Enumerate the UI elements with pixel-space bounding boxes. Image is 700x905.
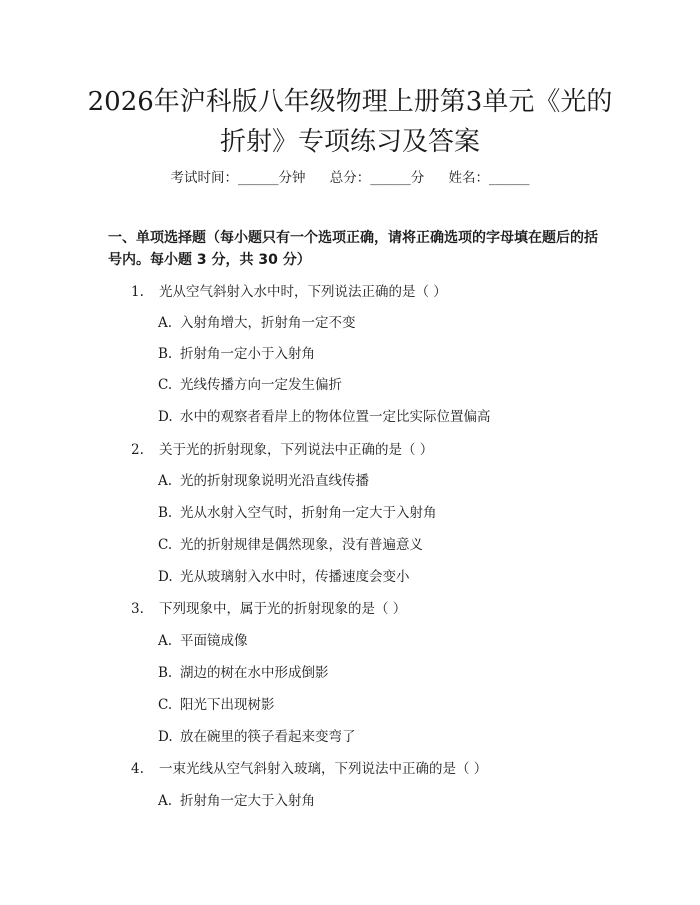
question-number: 2.	[131, 442, 144, 458]
option-text: 光线传播方向一定发生偏折	[180, 377, 342, 393]
option-letter: C.	[158, 537, 173, 553]
name-field: 姓名：______	[448, 170, 530, 186]
option-text: 阳光下出现树影	[180, 697, 275, 713]
question-stem: 光从空气斜射入水中时，下列说法正确的是（ ）	[159, 284, 447, 300]
option-letter: B.	[158, 346, 173, 362]
option-text: 入射角增大，折射角一定不变	[180, 315, 356, 331]
question-3-option-d	[158, 728, 356, 746]
option-letter: B.	[158, 505, 173, 521]
question-stem: 一束光线从空气斜射入玻璃，下列说法中正确的是（ ）	[159, 761, 488, 777]
exam-info-line	[0, 169, 700, 187]
question-1-option-b	[158, 345, 315, 363]
option-text: 湖边的树在水中形成倒影	[180, 665, 329, 681]
option-letter: A.	[158, 633, 173, 649]
option-letter: A.	[158, 473, 173, 489]
question-3-option-a	[158, 632, 248, 650]
section-heading-single-choice: 一、单项选择题（每小题只有一个选项正确，请将正确选项的字母填在题后的括号内。每小题 3 分，共 30 分）	[108, 230, 598, 268]
option-text: 折射角一定大于入射角	[180, 793, 315, 809]
option-letter: B.	[158, 665, 173, 681]
option-letter: D.	[158, 729, 173, 745]
question-stem: 关于光的折射现象，下列说法中正确的是（ ）	[159, 442, 434, 458]
option-text: 平面镜成像	[180, 633, 248, 649]
option-text: 放在碗里的筷子看起来变弯了	[180, 729, 356, 745]
question-4-option-a	[158, 792, 315, 810]
option-text: 折射角一定小于入射角	[180, 346, 315, 362]
question-2	[131, 441, 433, 459]
question-2-option-d	[158, 568, 410, 586]
option-text: 光从水射入空气时，折射角一定大于入射角	[180, 505, 437, 521]
question-1-option-c	[158, 376, 342, 394]
option-letter: A.	[158, 315, 173, 331]
exam-time-field: 考试时间：______分钟	[170, 170, 306, 186]
question-1	[131, 283, 447, 301]
question-3-option-b	[158, 664, 329, 682]
option-text: 水中的观察者看岸上的物体位置一定比实际位置偏高	[180, 409, 491, 425]
question-3	[131, 600, 406, 618]
question-number: 3.	[131, 601, 144, 617]
question-number: 1.	[131, 284, 144, 300]
option-text: 光从玻璃射入水中时，传播速度会变小	[180, 569, 410, 585]
total-score-field: 总分：______分	[329, 170, 425, 186]
question-3-option-c	[158, 696, 275, 714]
option-letter: C.	[158, 377, 173, 393]
question-4	[131, 760, 487, 778]
question-stem: 下列现象中，属于光的折射现象的是（ ）	[159, 601, 407, 617]
document-title: 2026年沪科版八年级物理上册第3单元《光的折射》专项练习及答案	[87, 87, 613, 157]
question-number: 4.	[131, 761, 144, 777]
option-letter: D.	[158, 409, 173, 425]
question-2-option-a	[158, 472, 369, 490]
question-1-option-a	[158, 314, 356, 332]
question-2-option-c	[158, 536, 423, 554]
option-text: 光的折射现象说明光沿直线传播	[180, 473, 369, 489]
question-2-option-b	[158, 504, 437, 522]
option-text: 光的折射规律是偶然现象，没有普遍意义	[180, 537, 423, 553]
option-letter: D.	[158, 569, 173, 585]
option-letter: C.	[158, 697, 173, 713]
option-letter: A.	[158, 793, 173, 809]
question-1-option-d	[158, 408, 491, 426]
